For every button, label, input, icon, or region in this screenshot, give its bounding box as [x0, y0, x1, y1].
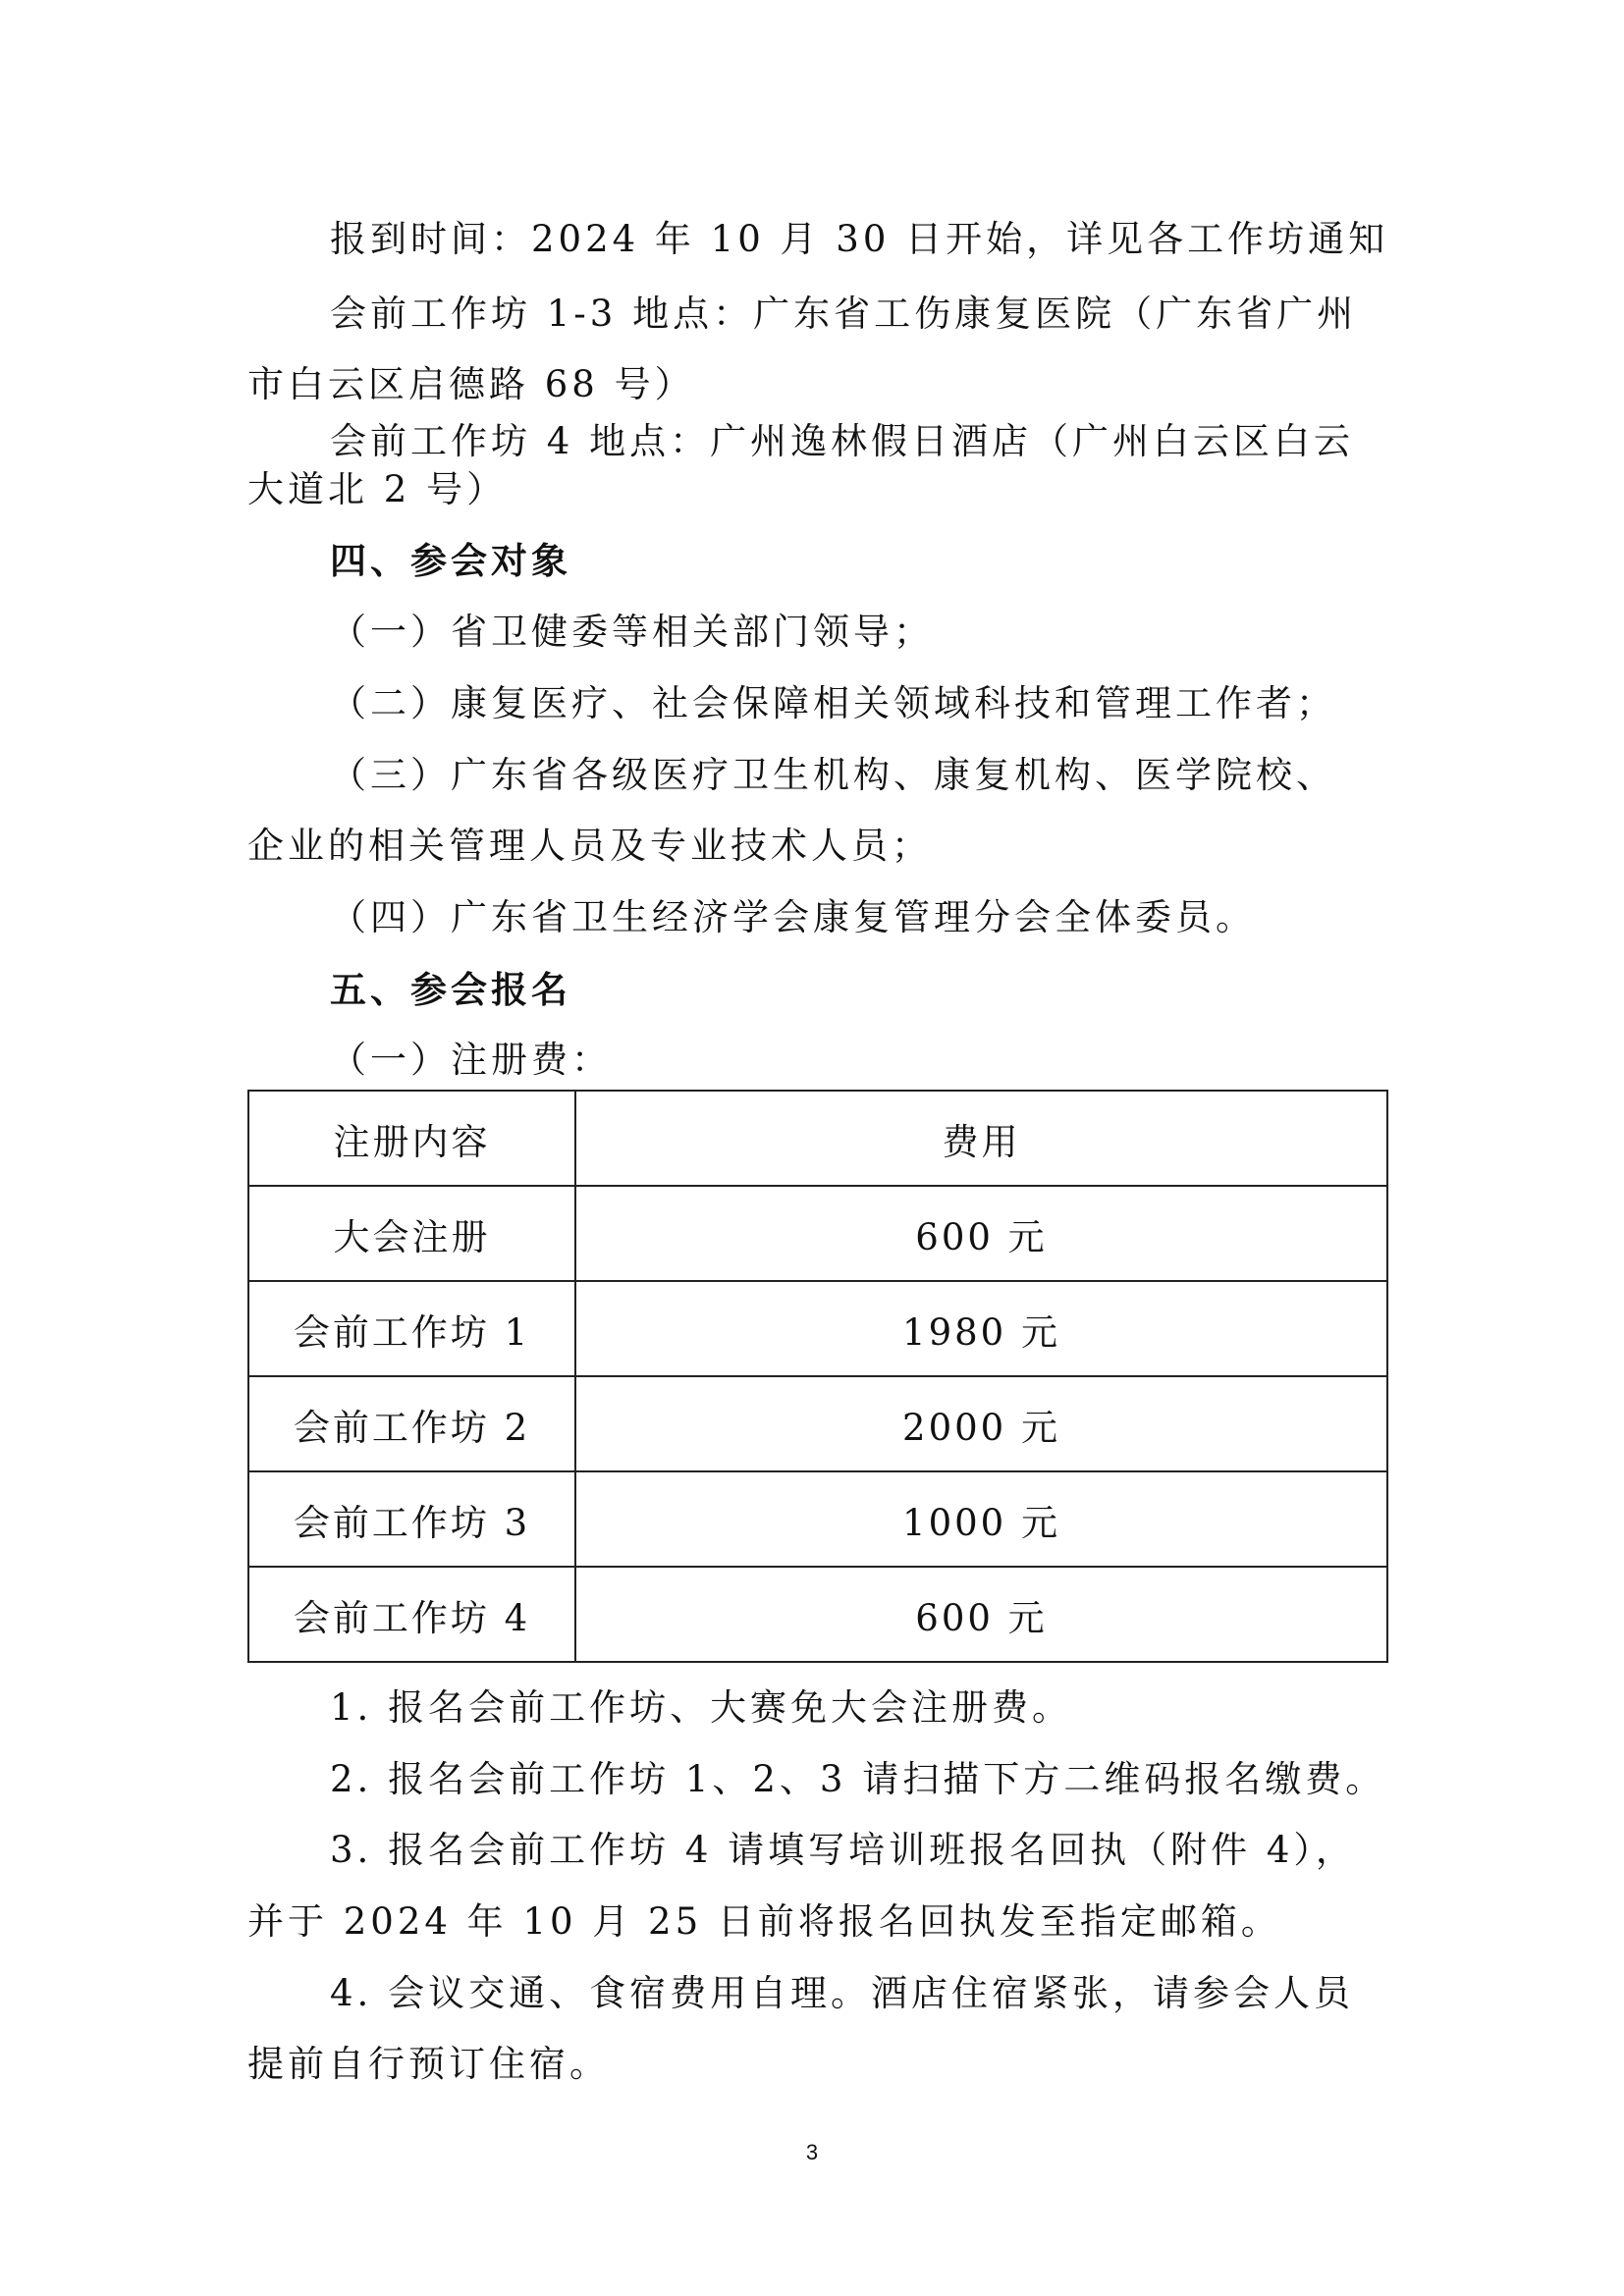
table-row [248, 1281, 1387, 1376]
participant-item-1: （一）省卫健委等相关部门领导； [330, 611, 934, 653]
fee-cell: 600 元 [575, 1567, 1387, 1662]
table-row [248, 1186, 1387, 1281]
participant-item-3: （三）广东省各级医疗卫生机构、康复机构、医学院校、 [330, 754, 1336, 796]
note-4: 4. 会议交通、食宿费用自理。酒店住宿紧张，请参会人员 [330, 1972, 1355, 2014]
note-1: 1. 报名会前工作坊、大赛免大会注册费。 [330, 1686, 1073, 1729]
table-row [248, 1376, 1387, 1471]
section-heading-participants: 四、参会对象 [330, 540, 571, 582]
fee-table [247, 1090, 1388, 1663]
section-heading-registration: 五、参会报名 [330, 969, 571, 1011]
workshop-4-location-cont: 大道北 2 号） [247, 468, 508, 510]
note-4-cont: 提前自行预订住宿。 [247, 2043, 610, 2085]
note-2: 2. 报名会前工作坊 1、2、3 请扫描下方二维码报名缴费。 [330, 1758, 1386, 1800]
workshop-1-3-location-cont: 市白云区启德路 68 号） [247, 363, 695, 405]
item-cell: 会前工作坊 1 [248, 1281, 575, 1376]
item-cell: 大会注册 [248, 1186, 575, 1281]
workshop-4-location: 会前工作坊 4 地点：广州逸林假日酒店（广州白云区白云 [330, 420, 1355, 462]
fee-cell: 1980 元 [575, 1281, 1387, 1376]
note-3: 3. 报名会前工作坊 4 请填写培训班报名回执（附件 4）， [330, 1829, 1356, 1871]
page-number: 3 [805, 2140, 819, 2164]
item-cell: 会前工作坊 4 [248, 1567, 575, 1662]
participant-item-2: （二）康复医疗、社会保障相关领域科技和管理工作者； [330, 682, 1336, 724]
fee-cell: 2000 元 [575, 1376, 1387, 1471]
note-3-cont: 并于 2024 年 10 月 25 日前将报名回执发至指定邮箱。 [247, 1900, 1281, 1943]
table-row [248, 1471, 1387, 1567]
workshop-1-3-location: 会前工作坊 1-3 地点：广东省工伤康复医院（广东省广州 [330, 293, 1358, 335]
participant-item-3-cont: 企业的相关管理人员及专业技术人员； [247, 825, 932, 867]
fee-subtitle: （一）注册费： [330, 1039, 612, 1081]
header-cell: 注册内容 [248, 1091, 575, 1186]
table-row [248, 1567, 1387, 1662]
table-header-row [248, 1091, 1387, 1186]
participant-item-4: （四）广东省卫生经济学会康复管理分会全体委员。 [330, 896, 1256, 938]
item-cell: 会前工作坊 3 [248, 1471, 575, 1567]
fee-cell: 1000 元 [575, 1471, 1387, 1567]
item-cell: 会前工作坊 2 [248, 1376, 575, 1471]
header-cell: 费用 [575, 1091, 1387, 1186]
fee-cell: 600 元 [575, 1186, 1387, 1281]
registration-time: 报到时间：2024 年 10 月 30 日开始，详见各工作坊通知 [330, 218, 1389, 260]
